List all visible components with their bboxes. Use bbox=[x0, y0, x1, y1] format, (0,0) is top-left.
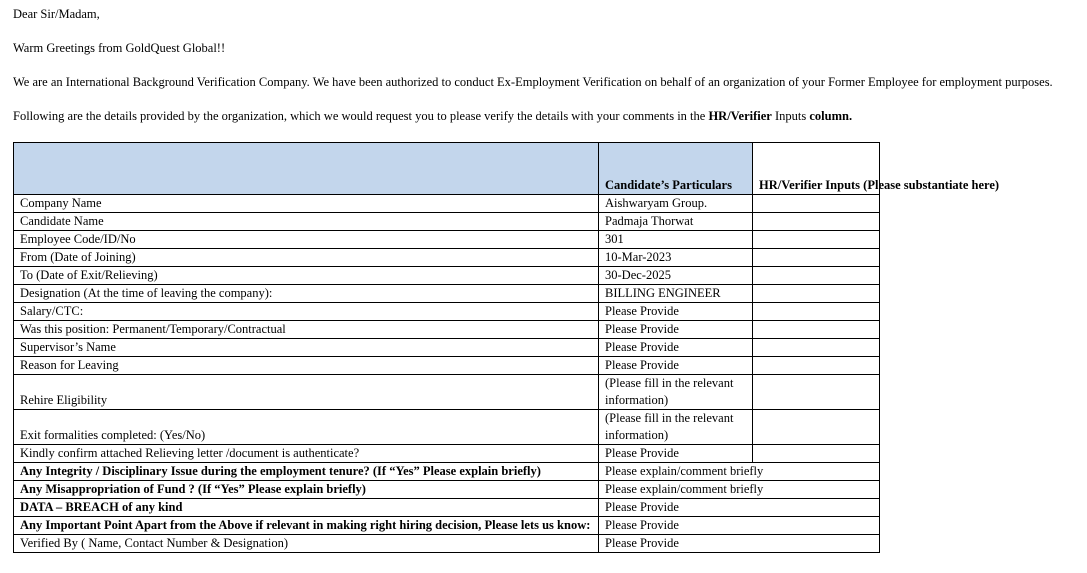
table-row bbox=[14, 463, 880, 481]
table-row bbox=[14, 535, 880, 553]
row-value: Please Provide bbox=[599, 339, 753, 357]
table-row bbox=[14, 410, 880, 445]
row-label: Candidate Name bbox=[14, 213, 599, 231]
row-hr-input[interactable] bbox=[753, 249, 880, 267]
row-label: Reason for Leaving bbox=[14, 357, 599, 375]
row-hr-input[interactable] bbox=[753, 375, 880, 410]
table-row bbox=[14, 517, 880, 535]
row-value: 10-Mar-2023 bbox=[599, 249, 753, 267]
table-row bbox=[14, 195, 880, 213]
table-row bbox=[14, 303, 880, 321]
row-label: Exit formalities completed: (Yes/No) bbox=[14, 410, 599, 445]
table-row bbox=[14, 231, 880, 249]
row-value: Please explain/comment briefly bbox=[599, 463, 880, 481]
row-label: Any Misappropriation of Fund ? (If “Yes” Please explain briefly) bbox=[14, 481, 599, 499]
row-value: Please explain/comment briefly bbox=[599, 481, 880, 499]
table-row bbox=[14, 375, 880, 410]
row-value: Please Provide bbox=[599, 357, 753, 375]
row-value: BILLING ENGINEER bbox=[599, 285, 753, 303]
row-hr-input[interactable] bbox=[753, 303, 880, 321]
row-label: Supervisor’s Name bbox=[14, 339, 599, 357]
row-value: Please Provide bbox=[599, 321, 753, 339]
verification-table bbox=[13, 142, 1000, 553]
row-value: 30-Dec-2025 bbox=[599, 267, 753, 285]
table-row bbox=[14, 499, 880, 517]
row-hr-input[interactable] bbox=[753, 410, 880, 445]
table-row bbox=[14, 285, 880, 303]
row-label: Designation (At the time of leaving the company): bbox=[14, 285, 599, 303]
row-value: 301 bbox=[599, 231, 753, 249]
row-hr-input[interactable] bbox=[753, 231, 880, 249]
table-row bbox=[14, 445, 880, 463]
header-particulars: Candidate’s Particulars bbox=[599, 143, 753, 195]
row-hr-input[interactable] bbox=[753, 321, 880, 339]
table-row bbox=[14, 321, 880, 339]
row-label: Any Important Point Apart from the Above if relevant in making right hiring decision, Please lets us know: bbox=[14, 517, 599, 535]
row-hr-input[interactable] bbox=[753, 445, 880, 463]
row-hr-input[interactable] bbox=[753, 267, 880, 285]
table-row bbox=[14, 267, 880, 285]
row-value: Aishwaryam Group. bbox=[599, 195, 753, 213]
row-value: Please Provide bbox=[599, 499, 880, 517]
header-label-cell bbox=[14, 143, 599, 195]
table-row bbox=[14, 481, 880, 499]
table-row bbox=[14, 357, 880, 375]
header-hr-inputs: HR/Verifier Inputs (Please substantiate here) bbox=[753, 143, 880, 195]
row-label: From (Date of Joining) bbox=[14, 249, 599, 267]
table-row bbox=[14, 339, 880, 357]
table-row bbox=[14, 249, 880, 267]
row-label: Kindly confirm attached Relieving letter /document is authenticate? bbox=[14, 445, 599, 463]
row-label: Verified By ( Name, Contact Number & Designation) bbox=[14, 535, 599, 553]
row-label: Employee Code/ID/No bbox=[14, 231, 599, 249]
row-value: (Please fill in the relevant information) bbox=[599, 410, 753, 445]
row-label: Any Integrity / Disciplinary Issue during the employment tenure? (If “Yes” Please explain briefly) bbox=[14, 463, 599, 481]
row-hr-input[interactable] bbox=[753, 285, 880, 303]
row-label: Salary/CTC: bbox=[14, 303, 599, 321]
row-value: Please Provide bbox=[599, 303, 753, 321]
row-hr-input[interactable] bbox=[753, 195, 880, 213]
row-hr-input[interactable] bbox=[753, 213, 880, 231]
row-value: Please Provide bbox=[599, 517, 880, 535]
row-hr-input[interactable] bbox=[753, 339, 880, 357]
letter-instructions bbox=[13, 109, 852, 124]
row-label: Company Name bbox=[14, 195, 599, 213]
table-row bbox=[14, 213, 880, 231]
row-hr-input[interactable] bbox=[753, 357, 880, 375]
instructions-text-2: Inputs bbox=[771, 109, 810, 123]
letter-greeting: Dear Sir/Madam, bbox=[13, 7, 100, 21]
instructions-bold-column: column. bbox=[809, 109, 853, 123]
row-value: Padmaja Thorwat bbox=[599, 213, 753, 231]
row-value: Please Provide bbox=[599, 535, 880, 553]
row-label: To (Date of Exit/Relieving) bbox=[14, 267, 599, 285]
table-header-row bbox=[14, 143, 880, 195]
row-label: DATA – BREACH of any kind bbox=[14, 499, 599, 517]
instructions-bold-hr: HR/Verifier bbox=[708, 109, 772, 123]
row-value: Please Provide bbox=[599, 445, 753, 463]
letter-warm-greetings: Warm Greetings from GoldQuest Global!! bbox=[13, 41, 226, 55]
row-label: Was this position: Permanent/Temporary/Contractual bbox=[14, 321, 599, 339]
row-label: Rehire Eligibility bbox=[14, 375, 599, 410]
letter-intro: We are an International Background Verification Company. We have been authorized to conduct Ex-Employment Verification on behalf of an organization of your Former Employee for employment purposes. bbox=[13, 75, 1053, 89]
instructions-text-1: Following are the details provided by the organization, which we would request you to please verify the details with your comments in the bbox=[13, 109, 709, 123]
row-value: (Please fill in the relevant information) bbox=[599, 375, 753, 410]
